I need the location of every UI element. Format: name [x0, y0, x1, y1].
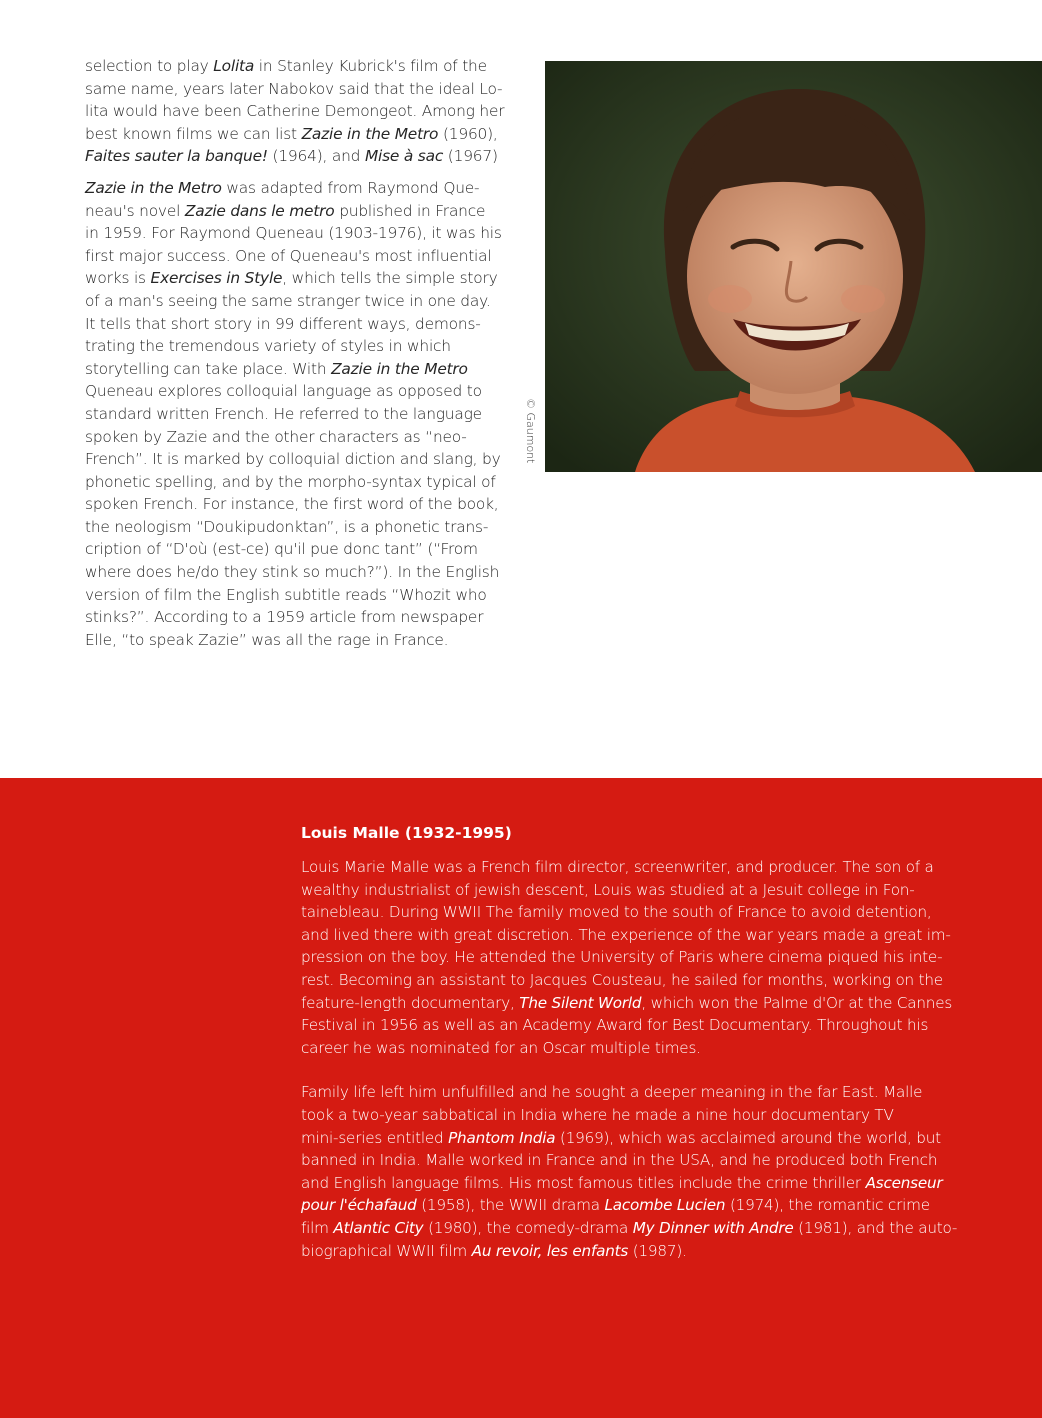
- text-line: first major success. One of Queneau's most influential: [85, 246, 492, 265]
- italic-title: Zazie in the Metro: [301, 124, 439, 143]
- text-line: rest. Becoming an assistant to Jacques Cousteau, he sailed for months, working on the: [301, 970, 943, 989]
- article-column: [85, 55, 517, 660]
- italic-title: Faites sauter la banque!: [85, 147, 268, 166]
- text-line: stinks?”. According to a 1959 article from newspaper: [85, 608, 484, 627]
- bio-paragraph-1: [301, 856, 981, 1059]
- text-line: pression on the boy. He attended the University of Paris where cinema piqued his inte-: [301, 948, 943, 967]
- italic-title: Ascenseur: [865, 1173, 943, 1192]
- bio-paragraph-2: [301, 1081, 981, 1262]
- text-line: Queneau explores colloquial language as opposed to: [85, 382, 482, 401]
- zazie-portrait-photo: [545, 61, 1042, 472]
- text-line: career he was nominated for an Oscar multiple times.: [301, 1038, 701, 1057]
- text-line: wealthy industrialist of jewish descent, Louis was studied at a Jesuit college in Fon-: [301, 880, 915, 899]
- text-line: same name, years later Nabokov said that the ideal Lo-: [85, 79, 503, 98]
- article-paragraph-2: [85, 177, 517, 651]
- text-line: Faites sauter la banque! (1964), and Mise à sac (1967): [85, 147, 498, 166]
- text-line: where does he/do they stink so much?”). In the English: [85, 563, 500, 582]
- italic-title: Zazie in the Metro: [331, 359, 468, 378]
- text-line: of a man's seeing the same stranger twice in one day.: [85, 291, 491, 310]
- italic-title: Atlantic City: [333, 1218, 424, 1237]
- italic-title: Zazie in the Metro: [85, 178, 222, 197]
- text-line: version of film the English subtitle reads “Whozit who: [85, 585, 487, 604]
- italic-title: Zazie dans le metro: [184, 201, 335, 220]
- portrait-illustration: [545, 61, 1042, 472]
- text-line: spoken French. For instance, the first word of the book,: [85, 495, 499, 514]
- italic-title: pour l'échafaud: [301, 1196, 417, 1215]
- text-line: selection to play Lolita in Stanley Kubrick's film of the: [85, 57, 487, 75]
- text-line: works is Exercises in Style, which tells the simple story: [85, 269, 498, 288]
- article-paragraph-1: [85, 55, 517, 168]
- text-line: spoken by Zazie and the other characters as “neo-: [85, 427, 467, 446]
- italic-title: The Silent World: [519, 993, 642, 1012]
- italic-title: Phantom India: [448, 1128, 556, 1147]
- text-line: storytelling can take place. With Zazie in the Metro: [85, 359, 468, 378]
- text-line: phonetic spelling, and by the morpho-syntax typical of: [85, 472, 496, 491]
- text-line: in 1959. For Raymond Queneau (1903-1976), it was his: [85, 224, 502, 243]
- bio-title: Louis Malle (1932-1995): [301, 824, 512, 842]
- text-line: lita would have been Catherine Demongeot. Among her: [85, 102, 505, 121]
- text-line: Family life left him unfulfilled and he sought a deeper meaning in the far East. Malle: [301, 1083, 923, 1102]
- text-line: and English language films. His most famous titles include the crime thriller Ascenseur: [301, 1173, 943, 1192]
- text-line: mini-series entitled Phantom India (1969), which was acclaimed around the world, but: [301, 1128, 941, 1147]
- photo-credit: © Gaumont: [524, 398, 537, 464]
- text-line: French”. It is marked by colloquial diction and slang, by: [85, 450, 501, 469]
- text-line: Festival in 1956 as well as an Academy Award for Best Documentary. Throughout his: [301, 1016, 929, 1035]
- text-line: neau's novel Zazie dans le metro published in France: [85, 201, 486, 220]
- italic-title: Au revoir, les enfants: [471, 1241, 629, 1260]
- italic-title: Lacombe Lucien: [604, 1196, 726, 1215]
- italic-title: My Dinner with Andre: [632, 1218, 794, 1237]
- text-line: and lived there with great discretion. The experience of the war years made a great im-: [301, 925, 951, 944]
- bio-section: [0, 778, 1042, 1418]
- text-line: Zazie in the Metro was adapted from Raymond Que-: [85, 178, 480, 197]
- text-line: feature-length documentary, The Silent World, which won the Palme d'Or at the Cannes: [301, 993, 953, 1012]
- text-line: It tells that short story in 99 different ways, demons-: [85, 314, 481, 333]
- italic-title: Lolita: [213, 57, 255, 75]
- text-line: Elle, “to speak Zazie” was all the rage in France.: [85, 630, 449, 649]
- italic-title: Exercises in Style: [150, 269, 283, 288]
- text-line: best known films we can list Zazie in the Metro (1960),: [85, 124, 498, 143]
- text-line: pour l'échafaud (1958), the WWII drama Lacombe Lucien (1974), the romantic crime: [301, 1196, 930, 1215]
- italic-title: Mise à sac: [364, 147, 444, 166]
- text-line: trating the tremendous variety of styles in which: [85, 337, 451, 356]
- text-line: took a two-year sabbatical in India where he made a nine hour documentary TV: [301, 1105, 894, 1124]
- text-line: Louis Marie Malle was a French film director, screenwriter, and producer. The son of a: [301, 858, 934, 876]
- text-line: tainebleau. During WWII The family moved to the south of France to avoid detention,: [301, 903, 932, 922]
- text-line: cription of “D'où (est-ce) qu'il pue donc tant” (“From: [85, 540, 478, 559]
- text-line: banned in India. Malle worked in France and in the USA, and he produced both French: [301, 1151, 938, 1170]
- text-line: the neologism “Doukipudonktan”, is a phonetic trans-: [85, 517, 489, 536]
- text-line: film Atlantic City (1980), the comedy-drama My Dinner with Andre (1981), and the auto-: [301, 1218, 958, 1237]
- bio-column: [301, 822, 981, 1284]
- text-line: biographical WWII film Au revoir, les enfants (1987).: [301, 1241, 687, 1260]
- text-line: standard written French. He referred to the language: [85, 404, 482, 423]
